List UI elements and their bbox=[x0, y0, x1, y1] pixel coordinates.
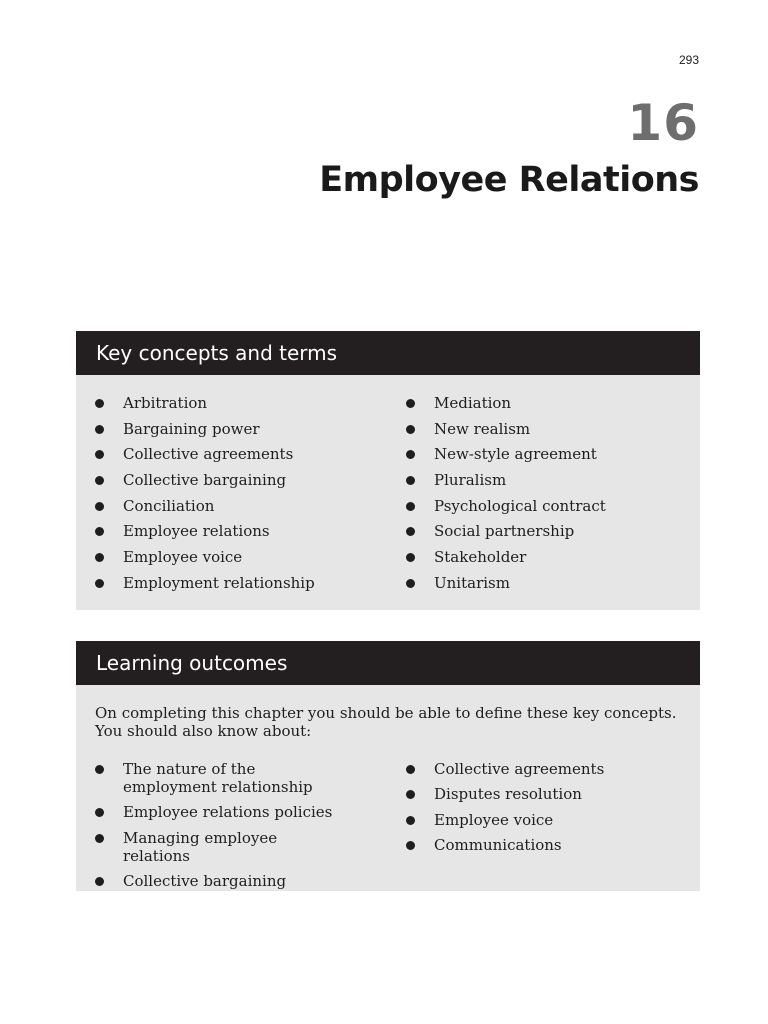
bullet-icon bbox=[95, 834, 104, 843]
list-item bbox=[95, 522, 385, 548]
list-item bbox=[95, 548, 385, 574]
list-item bbox=[406, 394, 691, 420]
list-item bbox=[95, 829, 335, 865]
list-item-text: Pluralism bbox=[434, 471, 507, 490]
list-item bbox=[95, 803, 335, 821]
bullet-icon bbox=[95, 476, 104, 485]
bullet-icon bbox=[406, 527, 415, 536]
bullet-icon bbox=[406, 476, 415, 485]
learning-outcomes-intro: On completing this chapter you should be able to define these key concepts. You should also know about: bbox=[95, 704, 677, 740]
list-item bbox=[406, 471, 691, 497]
list-item bbox=[406, 760, 691, 778]
list-item-text: Social partnership bbox=[434, 522, 575, 541]
key-concepts-right-list bbox=[406, 394, 691, 600]
list-item bbox=[406, 522, 691, 548]
list-item-text: Collective agreements bbox=[434, 760, 605, 778]
list-item-text: Unitarism bbox=[434, 573, 510, 592]
bullet-icon bbox=[95, 553, 104, 562]
list-item-text: The nature of the employment relationship bbox=[123, 760, 313, 796]
list-item bbox=[95, 471, 385, 497]
key-concepts-left-list bbox=[95, 394, 385, 600]
list-item bbox=[95, 872, 335, 890]
page-number: 293 bbox=[678, 53, 699, 67]
list-item bbox=[95, 420, 385, 446]
list-item bbox=[406, 574, 691, 600]
list-item bbox=[406, 420, 691, 446]
bullet-icon bbox=[406, 502, 415, 511]
list-item-text: Employee relations bbox=[123, 522, 270, 541]
bullet-icon bbox=[406, 399, 415, 408]
list-item bbox=[406, 785, 691, 803]
list-item bbox=[406, 497, 691, 523]
bullet-icon bbox=[406, 790, 415, 799]
key-concepts-heading: Key concepts and terms bbox=[76, 331, 700, 375]
bullet-icon bbox=[406, 425, 415, 434]
list-item-text: Stakeholder bbox=[434, 548, 527, 567]
learning-outcomes-box bbox=[76, 641, 700, 891]
bullet-icon bbox=[406, 765, 415, 774]
list-item-text: Collective bargaining bbox=[123, 471, 287, 490]
list-item-text: Psychological contract bbox=[434, 496, 606, 515]
chapter-title: Employee Relations bbox=[319, 160, 699, 200]
list-item bbox=[406, 836, 691, 854]
list-item bbox=[95, 445, 385, 471]
bullet-icon bbox=[406, 841, 415, 850]
learning-outcomes-right-list bbox=[406, 760, 691, 861]
chapter-number: 16 bbox=[627, 94, 699, 152]
list-item-text: Managing employee relations bbox=[123, 828, 278, 865]
list-item bbox=[95, 497, 385, 523]
bullet-icon bbox=[406, 553, 415, 562]
bullet-icon bbox=[95, 399, 104, 408]
list-item bbox=[406, 445, 691, 471]
bullet-icon bbox=[95, 450, 104, 459]
bullet-icon bbox=[406, 450, 415, 459]
list-item-text: Collective bargaining bbox=[123, 871, 287, 890]
list-item-text: Employment relationship bbox=[123, 573, 315, 592]
list-item-text: Disputes resolution bbox=[434, 785, 582, 804]
bullet-icon bbox=[95, 502, 104, 511]
list-item-text: New realism bbox=[434, 419, 531, 438]
learning-outcomes-heading: Learning outcomes bbox=[76, 641, 700, 685]
key-concepts-box bbox=[76, 331, 700, 610]
list-item-text: Employee voice bbox=[434, 810, 554, 829]
list-item-text: Arbitration bbox=[123, 394, 208, 412]
list-item bbox=[406, 811, 691, 829]
bullet-icon bbox=[95, 808, 104, 817]
list-item-text: Employee relations policies bbox=[123, 803, 333, 822]
list-item bbox=[95, 394, 385, 420]
bullet-icon bbox=[95, 527, 104, 536]
list-item-text: Conciliation bbox=[123, 496, 215, 515]
list-item bbox=[95, 574, 385, 600]
bullet-icon bbox=[95, 425, 104, 434]
list-item bbox=[406, 548, 691, 574]
bullet-icon bbox=[406, 579, 415, 588]
list-item bbox=[95, 760, 335, 796]
bullet-icon bbox=[95, 579, 104, 588]
list-item-text: Bargaining power bbox=[123, 419, 260, 438]
bullet-icon bbox=[406, 816, 415, 825]
learning-outcomes-left-list bbox=[95, 760, 335, 897]
bullet-icon bbox=[95, 877, 104, 886]
list-item-text: Employee voice bbox=[123, 548, 243, 567]
list-item-text: New-style agreement bbox=[434, 445, 597, 464]
bullet-icon bbox=[95, 765, 104, 774]
list-item-text: Communications bbox=[434, 835, 562, 854]
list-item-text: Collective agreements bbox=[123, 445, 294, 464]
list-item-text: Mediation bbox=[434, 394, 512, 412]
